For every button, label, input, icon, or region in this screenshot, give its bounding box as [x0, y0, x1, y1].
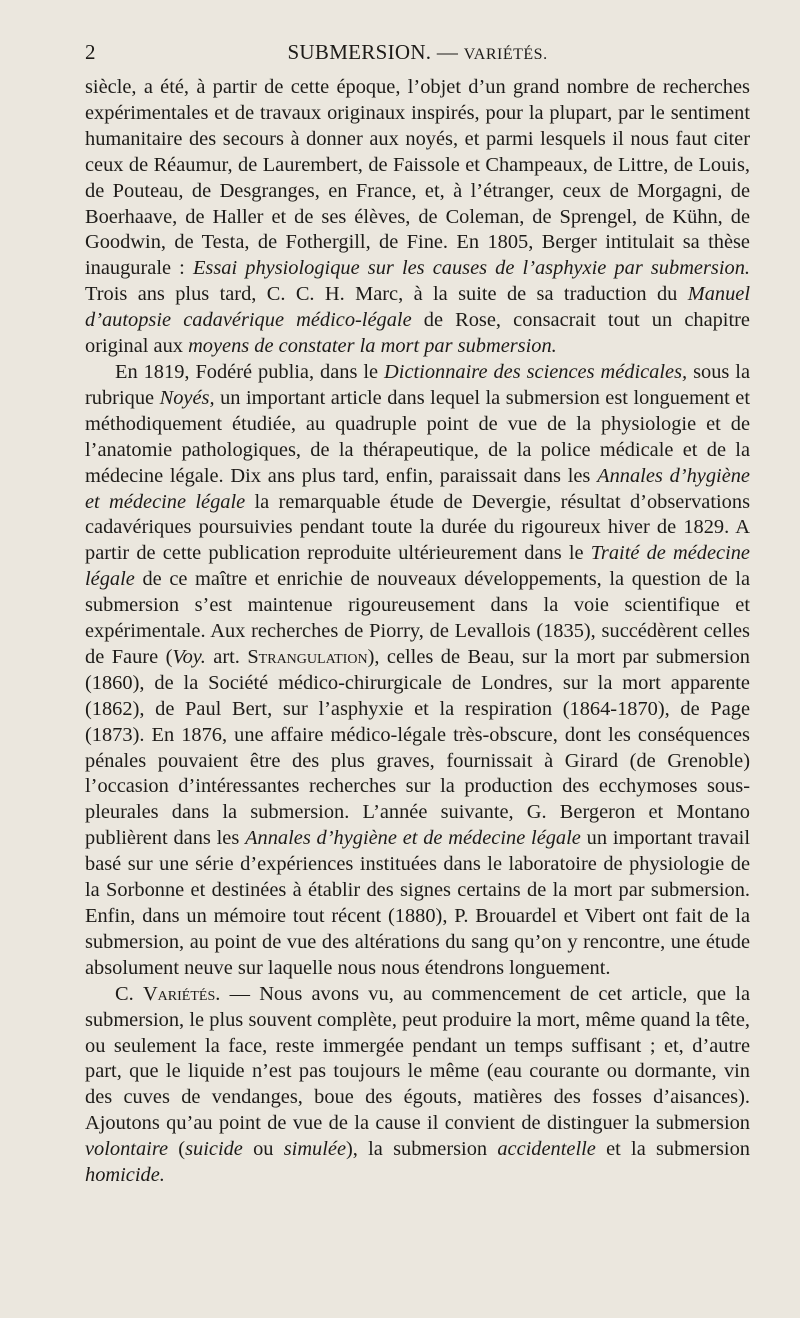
running-head-title: SUBMERSION. — [287, 40, 432, 64]
paragraph-history — [85, 75, 750, 360]
text-run: sous la rubrique — [85, 360, 750, 409]
italic-title: moyens de constater la mort par submersion. — [188, 335, 557, 358]
running-head-subtitle: VARIÉTÉS. — [463, 46, 548, 63]
page-number: 2 — [85, 40, 96, 64]
page-header — [85, 40, 750, 68]
small-caps-ref: Strangulation — [247, 645, 368, 668]
text-run: art. — [205, 645, 248, 668]
text-run: Trois ans plus tard, C. C. H. Marc, à la suite de sa traduction du — [85, 283, 688, 306]
text-run: C. — [115, 982, 143, 1005]
text-run: ( — [168, 1138, 186, 1161]
text-run: de Rose, consacrait tout un chapitre original aux — [85, 309, 750, 358]
italic-title: Essai physiologique sur les causes de l’asphyxie par submersion. — [192, 257, 750, 280]
text-run: En 1819, Fodéré publia, dans le — [115, 360, 385, 383]
section-heading: Variétés. — [142, 982, 221, 1005]
italic-title: Manuel d’autopsie cadavérique médico-légale — [85, 283, 750, 332]
running-head-dash: — — [436, 40, 459, 64]
text-run: un important article dans lequel la submersion est longuement et méthodiquement étudiée, au quadruple point de vue de la physiologie et de l’anatomie pathologiques, de la thérapeutique, de la police médicale et de la médecine légale. Dix ans plus tard, enfin, paraissait dans les — [85, 386, 750, 487]
italic-title: Traité de médecine légale — [85, 542, 750, 591]
italic-title: Dictionnaire des sciences médicales, — [384, 360, 688, 383]
text-run: et la submersion — [595, 1138, 750, 1161]
italic-title: Annales d’hygiène et de médecine légale — [245, 827, 581, 850]
running-head — [85, 40, 750, 65]
italic-term: suicide — [185, 1138, 243, 1161]
italic-term: accidentelle — [497, 1138, 596, 1161]
text-run: — Nous avons vu, au commencement de cet article, que la submersion, le plus souvent complète, peut produire la mort, même quand la tête, ou seulement la face, reste immergée pendant un temps suffisant ; et, d’autre part, que le liquide n’est pas toujours le même (eau courante ou dormante, vin des cuves de vendanges, boue des égouts, matières des fosses d’aisances). Ajoutons qu’au point de vue de la cause il convient de distinguer la submersion — [85, 982, 751, 1135]
text-run: siècle, a été, à partir de cette époque, l’objet d’un grand nombre de recherches expérimentales et de travaux originaux inspirés, pour la plupart, par le sentiment humanitaire des secours à donner aux noyés, et parmi lesquels il nous faut citer ceux de Réaumur, de Laurembert, de Faissole et Champeaux, de Littre, de Louis, de Pouteau, de Desgranges, en France, et, à l’étranger, ceux de Morgagni, de Boerhaave, de Haller et de ses élèves, de Coleman, de Sprengel, de Kühn, de Goodwin, de Testa, de Fothergill, de Fine. En 1805, Berger intitulait sa thèse inaugurale : — [85, 76, 750, 280]
paragraph-research — [85, 360, 750, 982]
italic-term: simulée — [283, 1138, 347, 1161]
text-run: ), la submersion — [346, 1138, 498, 1161]
italic-term: homicide. — [85, 1164, 165, 1187]
italic-abbrev: Voy. — [172, 645, 206, 668]
italic-term: volontaire — [85, 1138, 169, 1161]
text-run: la remarquable étude de Devergie, résultat d’observations cadavériques poursuivies pendant toute la durée du rigoureux hiver de 1829. A partir de cette publication reproduite ultérieurement dans le — [85, 490, 751, 565]
text-run: un important travail basé sur une série d’expériences instituées dans le laboratoire de physiologie de la Sorbonne et destinées à établir des signes certains de la mort par submersion. Enfin, dans un mémoire tout récent (1880), P. Brouardel et Vibert ont fait de la submersion, au point de vue des altérations du sang qu’on y rencontre, une étude absolument neuve sur laquelle nous nous étendrons longuement. — [85, 827, 750, 979]
italic-title: Noyés, — [159, 386, 215, 409]
paragraph-varietes — [85, 982, 750, 1189]
text-run: de ce maître et enrichie de nouveaux développements, la question de la submersion s’est maintenue rigoureusement dans la voie scientifique et expérimentale. Aux recherches de Piorry, de Levallois (1835), succédèrent celles de Faure ( — [85, 568, 750, 668]
text-run: ), celles de Beau, sur la mort par submersion (1860), de la Société médico-chirurgicale de Londres, sur la mort apparente (1862), de Paul Bert, sur l’asphyxie et la respiration (1864-1870), de Page (1873). En 1876, une affaire médico-légale très-obscure, dont les conséquences pénales pouvaient être des plus graves, fournissait à Girard (de Grenoble) l’occasion d’intéressantes recherches sur la production des ecchymoses sous-pleurales dans la submersion. L’année suivante, G. Bergeron et Montano publièrent dans les — [85, 645, 750, 850]
italic-title: Annales d’hygiène et médecine légale — [85, 464, 750, 513]
text-run: ou — [242, 1138, 284, 1161]
